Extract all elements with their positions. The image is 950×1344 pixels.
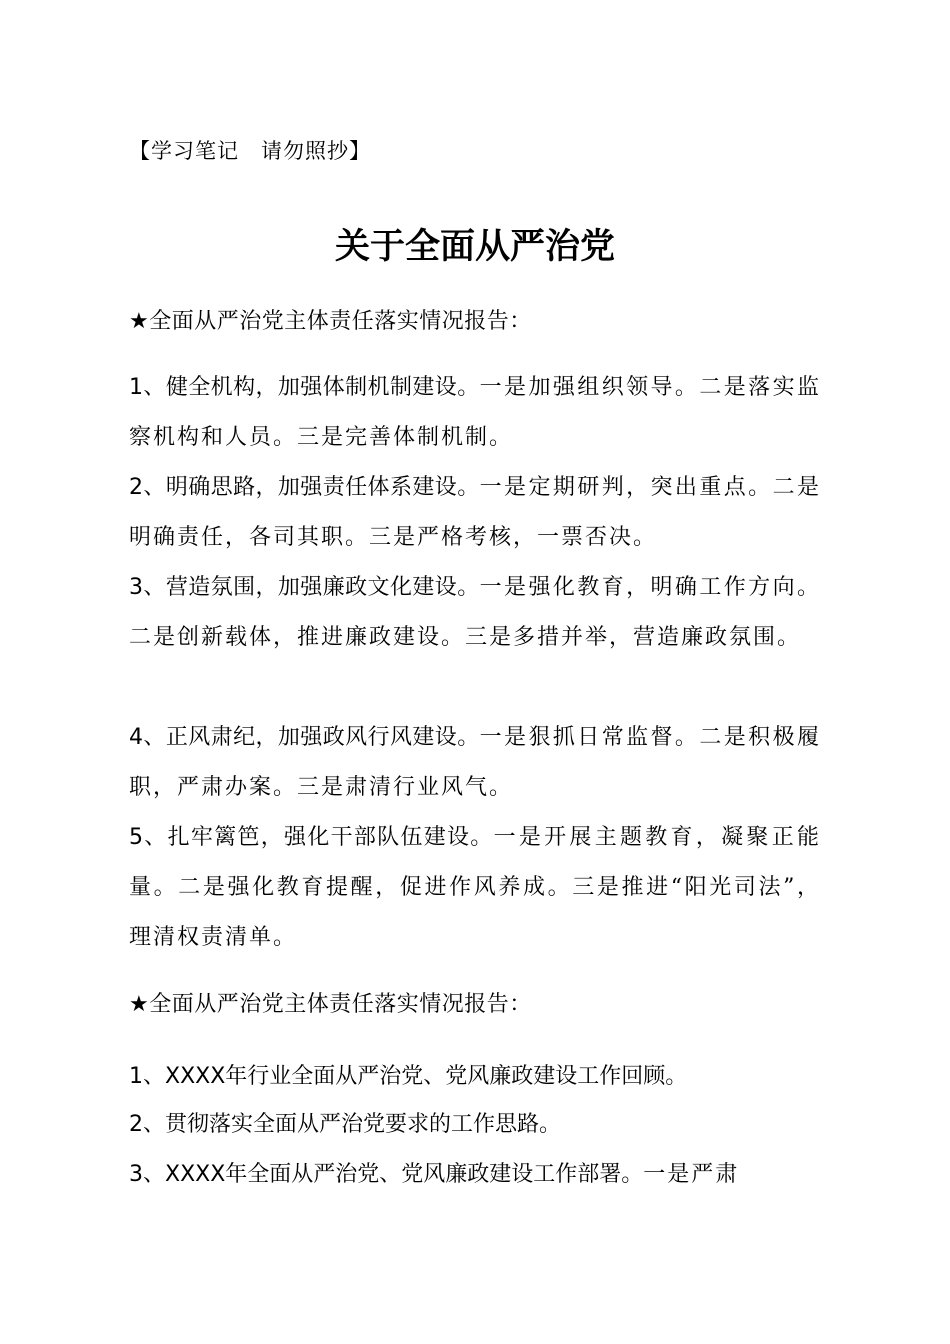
list-item [129,713,821,813]
item-lead: 3、XXXX年全面从严治党、党风廉政建设工作部署。 [129,1162,644,1187]
section-heading: ★全面从严治党主体责任落实情况报告： [129,309,532,334]
item-body: 一是加强组织领导。二是落实监察机构和人员。三是完善体制机制。 [129,375,821,450]
item-lead: 5、扎牢篱笆，强化干部队伍建设。 [129,825,494,850]
list-item [129,1052,821,1102]
item-lead: 2、明确思路，加强责任体系建设。 [129,475,480,500]
list-item [129,1150,821,1200]
list-item [129,813,821,963]
item-body: 一是定期研判，突出重点。二是明确责任，各司其职。三是严格考核，一票否决。 [129,475,821,550]
item-body: 一是狠抓日常监督。二是积极履职，严肃办案。三是肃清行业风气。 [129,725,821,800]
item-lead: 4、正风肃纪，加强政风行风建设。 [129,725,480,750]
study-note-label: 【学习笔记 请勿照抄】 [129,139,371,163]
page-title: 关于全面从严治党 [334,226,615,267]
item-lead: 2、贯彻落实全面从严治党要求的工作思路。 [129,1112,561,1137]
list-item [129,563,821,663]
list-item [129,363,821,463]
item-lead: 1、XXXX年行业全面从严治党、党风廉政建设工作回顾。 [129,1064,688,1089]
item-lead: 1、健全机构，加强体制机制建设。 [129,375,480,400]
item-body: 一是开展主题教育，凝聚正能量。二是强化教育提醒，促进作风养成。三是推进“阳光司法”，理清权责清单。 [129,825,821,950]
item-lead: 3、营造氛围，加强廉政文化建设。 [129,575,480,600]
section-heading: ★全面从严治党主体责任落实情况报告： [129,992,532,1017]
list-item [129,463,821,563]
item-body: 一是严肃 [643,1162,740,1187]
list-item [129,1100,821,1150]
item-body: 一是强化教育，明确工作方向。二是创新载体，推进廉政建设。三是多措并举，营造廉政氛围。 [129,575,821,650]
